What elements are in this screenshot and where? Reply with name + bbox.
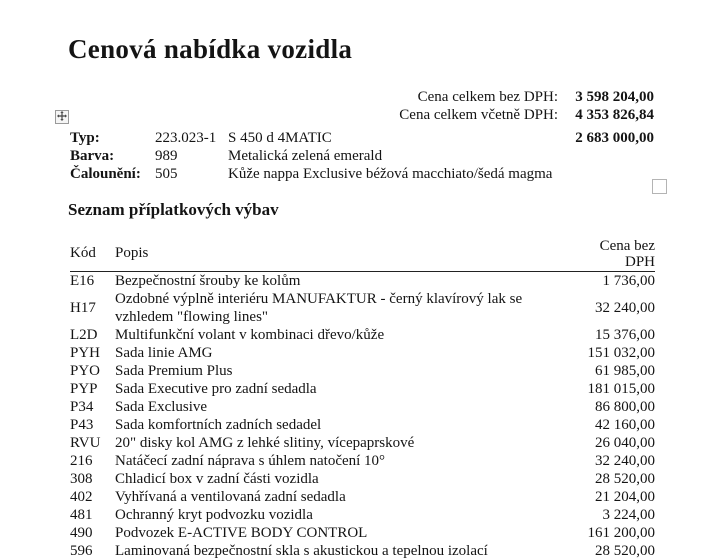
option-code: L2D xyxy=(70,327,98,343)
option-description: Bezpečnostní šrouby ke kolům xyxy=(115,273,301,289)
vehicle-base-price xyxy=(558,147,654,165)
option-code: 596 xyxy=(70,543,93,559)
move-arrows-icon xyxy=(57,108,67,126)
vehicle-info-row xyxy=(70,147,654,165)
header-price xyxy=(567,238,655,270)
option-row xyxy=(70,326,655,344)
vehicle-info-row xyxy=(70,129,654,147)
vehicle-field-code: 989 xyxy=(155,148,178,164)
option-price: 21 204,00 xyxy=(595,489,655,505)
option-price: 26 040,00 xyxy=(595,435,655,451)
vehicle-base-price: 2 683 000,00 xyxy=(575,130,654,146)
header-price-line1: Cena bez xyxy=(599,237,655,254)
option-price: 28 520,00 xyxy=(595,471,655,487)
option-description: Sada Premium Plus xyxy=(115,363,233,379)
option-description: Chladicí box v zadní části vozidla xyxy=(115,471,319,487)
option-code: 402 xyxy=(70,489,93,505)
option-price: 61 985,00 xyxy=(595,363,655,379)
empty-square-placeholder-icon[interactable] xyxy=(652,179,667,194)
section-heading: Seznam příplatkových výbav xyxy=(68,200,279,219)
option-code: E16 xyxy=(70,273,95,289)
option-description: Sada komfortních zadních sedadel xyxy=(115,417,322,433)
vehicle-info-table xyxy=(70,129,654,183)
vehicle-field-description: Metalická zelená emerald xyxy=(228,148,383,164)
options-table-header xyxy=(70,237,655,272)
summary-label: Cena celkem bez DPH: xyxy=(417,89,558,105)
option-description: Sada Executive pro zadní sedadla xyxy=(115,381,317,397)
option-row xyxy=(70,398,655,416)
option-price: 15 376,00 xyxy=(595,327,655,343)
option-code: 308 xyxy=(70,471,93,487)
header-code: Kód xyxy=(70,245,96,261)
option-row xyxy=(70,542,655,560)
option-row xyxy=(70,380,655,398)
option-price: 161 200,00 xyxy=(587,525,655,541)
vehicle-field-label: Typ: xyxy=(70,130,100,146)
vehicle-field-code: 505 xyxy=(155,166,178,182)
vehicle-field-description: Kůže nappa Exclusive béžová macchiato/šedá magma xyxy=(228,166,553,182)
header-description: Popis xyxy=(115,245,149,261)
table-move-handle[interactable] xyxy=(55,110,69,124)
option-description: Vyhřívaná a ventilovaná zadní sedadla xyxy=(115,489,346,505)
option-row xyxy=(70,470,655,488)
option-row xyxy=(70,290,655,326)
option-code: PYP xyxy=(70,381,98,397)
option-description: Sada Exclusive xyxy=(115,399,208,415)
option-code: P34 xyxy=(70,399,94,415)
option-price: 181 015,00 xyxy=(587,381,655,397)
vehicle-info-row xyxy=(70,165,654,183)
vehicle-field-description: S 450 d 4MATIC xyxy=(228,130,332,146)
summary-label: Cena celkem včetně DPH: xyxy=(399,107,558,123)
price-summary xyxy=(70,89,654,125)
options-table-body xyxy=(70,272,655,560)
summary-value: 3 598 204,00 xyxy=(575,89,654,105)
option-description: Ozdobné výplně interiéru MANUFAKTUR - černý klavírový lak se vzhledem "flowing lines" xyxy=(115,291,523,325)
option-price: 32 240,00 xyxy=(595,453,655,469)
option-row xyxy=(70,506,655,524)
option-code: PYO xyxy=(70,363,101,379)
option-row xyxy=(70,362,655,380)
option-row xyxy=(70,434,655,452)
option-code: RVU xyxy=(70,435,101,451)
option-code: 216 xyxy=(70,453,93,469)
header-price-line2: DPH xyxy=(624,253,655,270)
option-price: 42 160,00 xyxy=(595,417,655,433)
option-code: PYH xyxy=(70,345,101,361)
option-row xyxy=(70,452,655,470)
option-price: 86 800,00 xyxy=(595,399,655,415)
option-row xyxy=(70,488,655,506)
summary-row xyxy=(70,89,654,107)
option-price: 32 240,00 xyxy=(595,300,655,316)
option-description: Natáčecí zadní náprava s úhlem natočení 10° xyxy=(115,453,386,469)
option-code: 490 xyxy=(70,525,93,541)
option-price: 1 736,00 xyxy=(602,273,655,289)
option-row xyxy=(70,524,655,542)
option-row xyxy=(70,272,655,290)
summary-row xyxy=(70,107,654,125)
option-description: Multifunkční volant v kombinaci dřevo/kůže xyxy=(115,327,385,343)
vehicle-field-label: Čalounění: xyxy=(70,166,141,182)
option-price: 28 520,00 xyxy=(595,543,655,559)
option-price: 151 032,00 xyxy=(587,345,655,361)
option-description: Laminovaná bezpečnostní skla s akustickou a tepelnou izolací xyxy=(115,543,488,559)
option-price: 3 224,00 xyxy=(602,507,655,523)
vehicle-field-label: Barva: xyxy=(70,148,115,164)
options-table xyxy=(70,237,655,560)
option-description: Podvozek E-ACTIVE BODY CONTROL xyxy=(115,525,368,541)
page-title: Cenová nabídka vozidla xyxy=(68,34,353,64)
option-row xyxy=(70,416,655,434)
option-description: 20" disky kol AMG z lehké slitiny, vícepaprskové xyxy=(115,435,415,451)
option-code: 481 xyxy=(70,507,93,523)
option-code: P43 xyxy=(70,417,94,433)
summary-value: 4 353 826,84 xyxy=(575,107,654,123)
vehicle-field-code: 223.023-1 xyxy=(155,130,217,146)
vehicle-base-price xyxy=(558,165,654,183)
option-description: Ochranný kryt podvozku vozidla xyxy=(115,507,313,523)
option-code: H17 xyxy=(70,300,96,316)
option-description: Sada linie AMG xyxy=(115,345,213,361)
option-row xyxy=(70,344,655,362)
